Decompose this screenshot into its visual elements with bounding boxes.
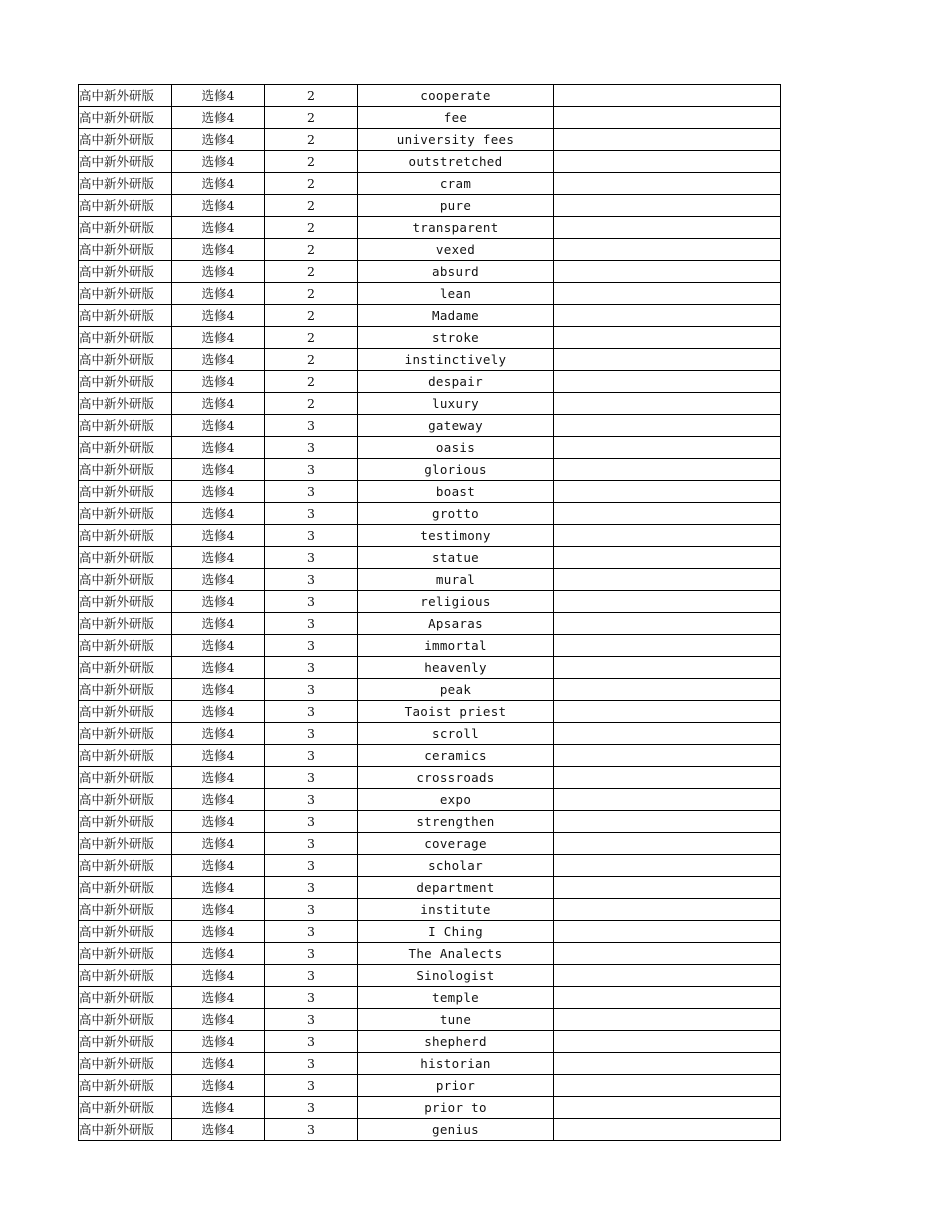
unit-cell: 3 bbox=[265, 613, 358, 635]
empty-cell bbox=[554, 415, 781, 437]
unit-cell: 3 bbox=[265, 415, 358, 437]
table-row bbox=[79, 679, 781, 701]
edition-cell: 高中新外研版 bbox=[79, 371, 172, 393]
word-cell: religious bbox=[358, 591, 554, 613]
empty-cell bbox=[554, 437, 781, 459]
table-row bbox=[79, 657, 781, 679]
edition-cell: 高中新外研版 bbox=[79, 1031, 172, 1053]
word-cell: absurd bbox=[358, 261, 554, 283]
unit-cell: 2 bbox=[265, 393, 358, 415]
unit-cell: 2 bbox=[265, 107, 358, 129]
unit-cell: 3 bbox=[265, 1009, 358, 1031]
empty-cell bbox=[554, 327, 781, 349]
word-cell: cooperate bbox=[358, 85, 554, 107]
empty-cell bbox=[554, 481, 781, 503]
word-cell: despair bbox=[358, 371, 554, 393]
table-row bbox=[79, 327, 781, 349]
unit-cell: 2 bbox=[265, 283, 358, 305]
empty-cell bbox=[554, 1119, 781, 1141]
empty-cell bbox=[554, 921, 781, 943]
unit-cell: 3 bbox=[265, 987, 358, 1009]
edition-cell: 高中新外研版 bbox=[79, 217, 172, 239]
book-cell: 选修4 bbox=[172, 349, 265, 371]
empty-cell bbox=[554, 129, 781, 151]
table-row bbox=[79, 965, 781, 987]
book-cell: 选修4 bbox=[172, 613, 265, 635]
table-row bbox=[79, 943, 781, 965]
edition-cell: 高中新外研版 bbox=[79, 789, 172, 811]
word-cell: genius bbox=[358, 1119, 554, 1141]
empty-cell bbox=[554, 701, 781, 723]
unit-cell: 3 bbox=[265, 877, 358, 899]
empty-cell bbox=[554, 305, 781, 327]
word-cell: coverage bbox=[358, 833, 554, 855]
edition-cell: 高中新外研版 bbox=[79, 129, 172, 151]
edition-cell: 高中新外研版 bbox=[79, 239, 172, 261]
unit-cell: 3 bbox=[265, 723, 358, 745]
word-cell: expo bbox=[358, 789, 554, 811]
empty-cell bbox=[554, 987, 781, 1009]
book-cell: 选修4 bbox=[172, 1097, 265, 1119]
unit-cell: 3 bbox=[265, 437, 358, 459]
empty-cell bbox=[554, 525, 781, 547]
book-cell: 选修4 bbox=[172, 371, 265, 393]
edition-cell: 高中新外研版 bbox=[79, 173, 172, 195]
book-cell: 选修4 bbox=[172, 591, 265, 613]
word-cell: strengthen bbox=[358, 811, 554, 833]
book-cell: 选修4 bbox=[172, 393, 265, 415]
table-row bbox=[79, 767, 781, 789]
edition-cell: 高中新外研版 bbox=[79, 767, 172, 789]
unit-cell: 3 bbox=[265, 811, 358, 833]
word-cell: lean bbox=[358, 283, 554, 305]
table-row bbox=[79, 811, 781, 833]
edition-cell: 高中新外研版 bbox=[79, 261, 172, 283]
book-cell: 选修4 bbox=[172, 217, 265, 239]
edition-cell: 高中新外研版 bbox=[79, 1075, 172, 1097]
table-row bbox=[79, 415, 781, 437]
word-cell: I Ching bbox=[358, 921, 554, 943]
unit-cell: 3 bbox=[265, 503, 358, 525]
unit-cell: 3 bbox=[265, 635, 358, 657]
table-row bbox=[79, 569, 781, 591]
empty-cell bbox=[554, 459, 781, 481]
empty-cell bbox=[554, 1075, 781, 1097]
book-cell: 选修4 bbox=[172, 987, 265, 1009]
book-cell: 选修4 bbox=[172, 767, 265, 789]
edition-cell: 高中新外研版 bbox=[79, 965, 172, 987]
word-cell: fee bbox=[358, 107, 554, 129]
unit-cell: 3 bbox=[265, 569, 358, 591]
edition-cell: 高中新外研版 bbox=[79, 811, 172, 833]
table-row bbox=[79, 613, 781, 635]
unit-cell: 2 bbox=[265, 371, 358, 393]
book-cell: 选修4 bbox=[172, 679, 265, 701]
book-cell: 选修4 bbox=[172, 1009, 265, 1031]
empty-cell bbox=[554, 943, 781, 965]
empty-cell bbox=[554, 349, 781, 371]
edition-cell: 高中新外研版 bbox=[79, 679, 172, 701]
vocabulary-table-body bbox=[79, 85, 781, 1141]
unit-cell: 2 bbox=[265, 173, 358, 195]
table-row bbox=[79, 987, 781, 1009]
edition-cell: 高中新外研版 bbox=[79, 723, 172, 745]
edition-cell: 高中新外研版 bbox=[79, 85, 172, 107]
book-cell: 选修4 bbox=[172, 569, 265, 591]
edition-cell: 高中新外研版 bbox=[79, 569, 172, 591]
word-cell: historian bbox=[358, 1053, 554, 1075]
empty-cell bbox=[554, 569, 781, 591]
unit-cell: 3 bbox=[265, 525, 358, 547]
edition-cell: 高中新外研版 bbox=[79, 745, 172, 767]
edition-cell: 高中新外研版 bbox=[79, 657, 172, 679]
table-row bbox=[79, 283, 781, 305]
word-cell: transparent bbox=[358, 217, 554, 239]
book-cell: 选修4 bbox=[172, 943, 265, 965]
empty-cell bbox=[554, 503, 781, 525]
empty-cell bbox=[554, 217, 781, 239]
edition-cell: 高中新外研版 bbox=[79, 437, 172, 459]
table-row bbox=[79, 371, 781, 393]
book-cell: 选修4 bbox=[172, 833, 265, 855]
edition-cell: 高中新外研版 bbox=[79, 327, 172, 349]
word-cell: temple bbox=[358, 987, 554, 1009]
edition-cell: 高中新外研版 bbox=[79, 943, 172, 965]
empty-cell bbox=[554, 1031, 781, 1053]
vocabulary-table bbox=[78, 84, 781, 1141]
table-row bbox=[79, 1009, 781, 1031]
word-cell: department bbox=[358, 877, 554, 899]
book-cell: 选修4 bbox=[172, 921, 265, 943]
edition-cell: 高中新外研版 bbox=[79, 921, 172, 943]
book-cell: 选修4 bbox=[172, 151, 265, 173]
empty-cell bbox=[554, 745, 781, 767]
word-cell: boast bbox=[358, 481, 554, 503]
table-row bbox=[79, 217, 781, 239]
unit-cell: 3 bbox=[265, 591, 358, 613]
unit-cell: 3 bbox=[265, 833, 358, 855]
unit-cell: 2 bbox=[265, 217, 358, 239]
empty-cell bbox=[554, 833, 781, 855]
table-row bbox=[79, 393, 781, 415]
edition-cell: 高中新外研版 bbox=[79, 855, 172, 877]
book-cell: 选修4 bbox=[172, 525, 265, 547]
unit-cell: 3 bbox=[265, 657, 358, 679]
edition-cell: 高中新外研版 bbox=[79, 349, 172, 371]
edition-cell: 高中新外研版 bbox=[79, 613, 172, 635]
book-cell: 选修4 bbox=[172, 195, 265, 217]
unit-cell: 2 bbox=[265, 239, 358, 261]
edition-cell: 高中新外研版 bbox=[79, 635, 172, 657]
word-cell: peak bbox=[358, 679, 554, 701]
table-row bbox=[79, 151, 781, 173]
book-cell: 选修4 bbox=[172, 283, 265, 305]
book-cell: 选修4 bbox=[172, 239, 265, 261]
edition-cell: 高中新外研版 bbox=[79, 877, 172, 899]
word-cell: The Analects bbox=[358, 943, 554, 965]
unit-cell: 3 bbox=[265, 1119, 358, 1141]
book-cell: 选修4 bbox=[172, 437, 265, 459]
word-cell: gateway bbox=[358, 415, 554, 437]
book-cell: 选修4 bbox=[172, 701, 265, 723]
table-row bbox=[79, 591, 781, 613]
edition-cell: 高中新外研版 bbox=[79, 1053, 172, 1075]
book-cell: 选修4 bbox=[172, 305, 265, 327]
table-row bbox=[79, 1097, 781, 1119]
table-row bbox=[79, 1119, 781, 1141]
empty-cell bbox=[554, 107, 781, 129]
book-cell: 选修4 bbox=[172, 657, 265, 679]
unit-cell: 2 bbox=[265, 261, 358, 283]
word-cell: prior to bbox=[358, 1097, 554, 1119]
word-cell: mural bbox=[358, 569, 554, 591]
edition-cell: 高中新外研版 bbox=[79, 481, 172, 503]
word-cell: Madame bbox=[358, 305, 554, 327]
table-row bbox=[79, 239, 781, 261]
book-cell: 选修4 bbox=[172, 1075, 265, 1097]
book-cell: 选修4 bbox=[172, 481, 265, 503]
edition-cell: 高中新外研版 bbox=[79, 459, 172, 481]
word-cell: outstretched bbox=[358, 151, 554, 173]
edition-cell: 高中新外研版 bbox=[79, 1009, 172, 1031]
table-row bbox=[79, 1075, 781, 1097]
table-row bbox=[79, 305, 781, 327]
word-cell: Apsaras bbox=[358, 613, 554, 635]
unit-cell: 3 bbox=[265, 679, 358, 701]
empty-cell bbox=[554, 591, 781, 613]
empty-cell bbox=[554, 723, 781, 745]
table-row bbox=[79, 833, 781, 855]
word-cell: university fees bbox=[358, 129, 554, 151]
unit-cell: 3 bbox=[265, 855, 358, 877]
word-cell: cram bbox=[358, 173, 554, 195]
book-cell: 选修4 bbox=[172, 459, 265, 481]
table-row bbox=[79, 877, 781, 899]
table-row bbox=[79, 261, 781, 283]
empty-cell bbox=[554, 1053, 781, 1075]
table-row bbox=[79, 503, 781, 525]
book-cell: 选修4 bbox=[172, 877, 265, 899]
edition-cell: 高中新外研版 bbox=[79, 591, 172, 613]
empty-cell bbox=[554, 679, 781, 701]
table-row bbox=[79, 1053, 781, 1075]
word-cell: immortal bbox=[358, 635, 554, 657]
word-cell: luxury bbox=[358, 393, 554, 415]
book-cell: 选修4 bbox=[172, 1119, 265, 1141]
edition-cell: 高中新外研版 bbox=[79, 107, 172, 129]
word-cell: tune bbox=[358, 1009, 554, 1031]
book-cell: 选修4 bbox=[172, 327, 265, 349]
word-cell: statue bbox=[358, 547, 554, 569]
book-cell: 选修4 bbox=[172, 1031, 265, 1053]
empty-cell bbox=[554, 85, 781, 107]
book-cell: 选修4 bbox=[172, 899, 265, 921]
edition-cell: 高中新外研版 bbox=[79, 283, 172, 305]
book-cell: 选修4 bbox=[172, 635, 265, 657]
table-row bbox=[79, 921, 781, 943]
table-row bbox=[79, 855, 781, 877]
unit-cell: 3 bbox=[265, 899, 358, 921]
word-cell: Sinologist bbox=[358, 965, 554, 987]
book-cell: 选修4 bbox=[172, 261, 265, 283]
table-row bbox=[79, 701, 781, 723]
table-row bbox=[79, 173, 781, 195]
table-row bbox=[79, 547, 781, 569]
empty-cell bbox=[554, 547, 781, 569]
word-cell: instinctively bbox=[358, 349, 554, 371]
book-cell: 选修4 bbox=[172, 85, 265, 107]
empty-cell bbox=[554, 1097, 781, 1119]
word-cell: scholar bbox=[358, 855, 554, 877]
book-cell: 选修4 bbox=[172, 723, 265, 745]
table-row bbox=[79, 481, 781, 503]
edition-cell: 高中新外研版 bbox=[79, 701, 172, 723]
word-cell: heavenly bbox=[358, 657, 554, 679]
word-cell: scroll bbox=[358, 723, 554, 745]
empty-cell bbox=[554, 283, 781, 305]
unit-cell: 2 bbox=[265, 85, 358, 107]
table-row bbox=[79, 349, 781, 371]
unit-cell: 3 bbox=[265, 745, 358, 767]
edition-cell: 高中新外研版 bbox=[79, 305, 172, 327]
empty-cell bbox=[554, 789, 781, 811]
book-cell: 选修4 bbox=[172, 811, 265, 833]
empty-cell bbox=[554, 371, 781, 393]
book-cell: 选修4 bbox=[172, 503, 265, 525]
table-row bbox=[79, 1031, 781, 1053]
edition-cell: 高中新外研版 bbox=[79, 1097, 172, 1119]
unit-cell: 3 bbox=[265, 701, 358, 723]
unit-cell: 2 bbox=[265, 129, 358, 151]
edition-cell: 高中新外研版 bbox=[79, 151, 172, 173]
table-row bbox=[79, 437, 781, 459]
unit-cell: 3 bbox=[265, 965, 358, 987]
edition-cell: 高中新外研版 bbox=[79, 503, 172, 525]
table-row bbox=[79, 745, 781, 767]
empty-cell bbox=[554, 173, 781, 195]
word-cell: stroke bbox=[358, 327, 554, 349]
word-cell: prior bbox=[358, 1075, 554, 1097]
empty-cell bbox=[554, 811, 781, 833]
edition-cell: 高中新外研版 bbox=[79, 833, 172, 855]
empty-cell bbox=[554, 767, 781, 789]
unit-cell: 3 bbox=[265, 767, 358, 789]
unit-cell: 2 bbox=[265, 349, 358, 371]
book-cell: 选修4 bbox=[172, 1053, 265, 1075]
book-cell: 选修4 bbox=[172, 107, 265, 129]
book-cell: 选修4 bbox=[172, 965, 265, 987]
unit-cell: 3 bbox=[265, 547, 358, 569]
edition-cell: 高中新外研版 bbox=[79, 195, 172, 217]
edition-cell: 高中新外研版 bbox=[79, 899, 172, 921]
word-cell: grotto bbox=[358, 503, 554, 525]
word-cell: institute bbox=[358, 899, 554, 921]
empty-cell bbox=[554, 965, 781, 987]
word-cell: oasis bbox=[358, 437, 554, 459]
table-row bbox=[79, 85, 781, 107]
empty-cell bbox=[554, 899, 781, 921]
empty-cell bbox=[554, 635, 781, 657]
unit-cell: 2 bbox=[265, 151, 358, 173]
word-cell: shepherd bbox=[358, 1031, 554, 1053]
edition-cell: 高中新外研版 bbox=[79, 547, 172, 569]
book-cell: 选修4 bbox=[172, 415, 265, 437]
table-row bbox=[79, 107, 781, 129]
table-row bbox=[79, 195, 781, 217]
edition-cell: 高中新外研版 bbox=[79, 987, 172, 1009]
empty-cell bbox=[554, 195, 781, 217]
unit-cell: 3 bbox=[265, 789, 358, 811]
book-cell: 选修4 bbox=[172, 129, 265, 151]
table-row bbox=[79, 459, 781, 481]
empty-cell bbox=[554, 393, 781, 415]
word-cell: pure bbox=[358, 195, 554, 217]
empty-cell bbox=[554, 855, 781, 877]
empty-cell bbox=[554, 239, 781, 261]
unit-cell: 2 bbox=[265, 305, 358, 327]
empty-cell bbox=[554, 657, 781, 679]
unit-cell: 3 bbox=[265, 459, 358, 481]
empty-cell bbox=[554, 1009, 781, 1031]
unit-cell: 2 bbox=[265, 195, 358, 217]
edition-cell: 高中新外研版 bbox=[79, 393, 172, 415]
edition-cell: 高中新外研版 bbox=[79, 415, 172, 437]
book-cell: 选修4 bbox=[172, 789, 265, 811]
unit-cell: 3 bbox=[265, 481, 358, 503]
empty-cell bbox=[554, 261, 781, 283]
unit-cell: 3 bbox=[265, 1053, 358, 1075]
empty-cell bbox=[554, 151, 781, 173]
table-row bbox=[79, 635, 781, 657]
empty-cell bbox=[554, 877, 781, 899]
table-row bbox=[79, 723, 781, 745]
unit-cell: 2 bbox=[265, 327, 358, 349]
unit-cell: 3 bbox=[265, 921, 358, 943]
book-cell: 选修4 bbox=[172, 855, 265, 877]
empty-cell bbox=[554, 613, 781, 635]
word-cell: crossroads bbox=[358, 767, 554, 789]
book-cell: 选修4 bbox=[172, 745, 265, 767]
word-cell: testimony bbox=[358, 525, 554, 547]
word-cell: ceramics bbox=[358, 745, 554, 767]
unit-cell: 3 bbox=[265, 943, 358, 965]
word-cell: glorious bbox=[358, 459, 554, 481]
edition-cell: 高中新外研版 bbox=[79, 1119, 172, 1141]
unit-cell: 3 bbox=[265, 1075, 358, 1097]
table-row bbox=[79, 899, 781, 921]
book-cell: 选修4 bbox=[172, 173, 265, 195]
edition-cell: 高中新外研版 bbox=[79, 525, 172, 547]
table-row bbox=[79, 789, 781, 811]
table-row bbox=[79, 129, 781, 151]
word-cell: vexed bbox=[358, 239, 554, 261]
unit-cell: 3 bbox=[265, 1031, 358, 1053]
table-row bbox=[79, 525, 781, 547]
word-cell: Taoist priest bbox=[358, 701, 554, 723]
unit-cell: 3 bbox=[265, 1097, 358, 1119]
book-cell: 选修4 bbox=[172, 547, 265, 569]
